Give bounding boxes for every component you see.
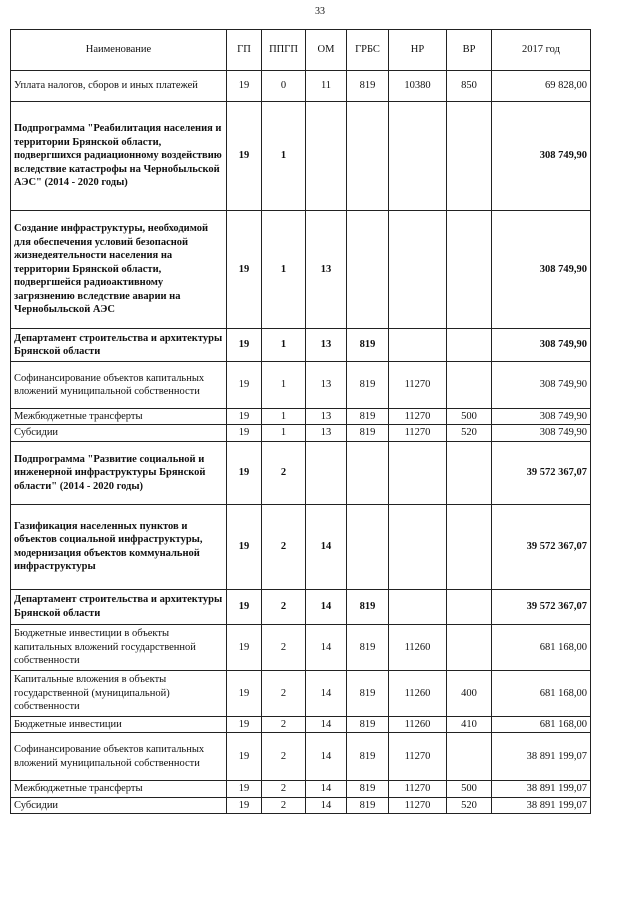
cell-grbs: 819 — [347, 425, 389, 441]
cell-nr: 11270 — [389, 425, 447, 441]
cell-ppgp: 2 — [262, 733, 306, 781]
cell-gp: 19 — [227, 211, 262, 329]
cell-om: 14 — [306, 589, 347, 624]
cell-nr: 11260 — [389, 670, 447, 716]
cell-ppgp: 2 — [262, 781, 306, 797]
cell-nr: 11270 — [389, 781, 447, 797]
cell-om: 14 — [306, 733, 347, 781]
cell-gp: 19 — [227, 409, 262, 425]
cell-grbs: 819 — [347, 781, 389, 797]
cell-ppgp: 2 — [262, 624, 306, 670]
table-row — [11, 781, 591, 797]
cell-amount: 308 749,90 — [492, 409, 591, 425]
table-row — [11, 441, 591, 504]
cell-name: Бюджетные инвестиции в объекты капитальных вложений государственной собственности — [11, 624, 227, 670]
cell-gp: 19 — [227, 781, 262, 797]
cell-name: Департамент строительства и архитектуры Брянской области — [11, 589, 227, 624]
cell-nr: 11270 — [389, 409, 447, 425]
cell-grbs: 819 — [347, 716, 389, 732]
cell-gp: 19 — [227, 670, 262, 716]
cell-grbs: 819 — [347, 329, 389, 362]
cell-om: 14 — [306, 670, 347, 716]
cell-name: Департамент строительства и архитектуры Брянской области — [11, 329, 227, 362]
cell-nr — [389, 441, 447, 504]
table-header-row — [11, 30, 591, 71]
cell-gp: 19 — [227, 504, 262, 589]
cell-vr — [447, 102, 492, 211]
cell-vr — [447, 211, 492, 329]
cell-grbs — [347, 102, 389, 211]
cell-ppgp: 1 — [262, 211, 306, 329]
table-body — [11, 71, 591, 814]
cell-nr: 11260 — [389, 624, 447, 670]
cell-vr: 520 — [447, 425, 492, 441]
cell-om: 14 — [306, 781, 347, 797]
cell-om — [306, 102, 347, 211]
table-row — [11, 102, 591, 211]
cell-nr — [389, 329, 447, 362]
cell-nr: 10380 — [389, 71, 447, 102]
cell-ppgp: 2 — [262, 670, 306, 716]
table-row — [11, 329, 591, 362]
cell-ppgp: 1 — [262, 102, 306, 211]
table-row — [11, 409, 591, 425]
cell-vr: 850 — [447, 71, 492, 102]
cell-amount: 681 168,00 — [492, 716, 591, 732]
cell-name: Межбюджетные трансферты — [11, 781, 227, 797]
cell-ppgp: 2 — [262, 504, 306, 589]
cell-amount: 681 168,00 — [492, 624, 591, 670]
cell-grbs: 819 — [347, 670, 389, 716]
cell-amount: 308 749,90 — [492, 102, 591, 211]
cell-om: 14 — [306, 624, 347, 670]
table-row — [11, 71, 591, 102]
cell-gp: 19 — [227, 425, 262, 441]
cell-ppgp: 2 — [262, 441, 306, 504]
cell-om: 13 — [306, 211, 347, 329]
page-number: 33 — [315, 6, 325, 17]
cell-gp: 19 — [227, 733, 262, 781]
header-gp: ГП — [227, 30, 262, 71]
budget-table — [10, 29, 591, 814]
cell-gp: 19 — [227, 797, 262, 813]
table-row — [11, 670, 591, 716]
cell-grbs: 819 — [347, 409, 389, 425]
table-row — [11, 624, 591, 670]
header-name: Наименование — [11, 30, 227, 71]
cell-grbs: 819 — [347, 362, 389, 409]
cell-grbs: 819 — [347, 733, 389, 781]
cell-grbs: 819 — [347, 624, 389, 670]
cell-amount: 39 572 367,07 — [492, 441, 591, 504]
cell-grbs: 819 — [347, 71, 389, 102]
cell-ppgp: 2 — [262, 716, 306, 732]
cell-name: Капитальные вложения в объекты государственной (муниципальной) собственности — [11, 670, 227, 716]
cell-gp: 19 — [227, 441, 262, 504]
cell-nr: 11270 — [389, 362, 447, 409]
cell-vr: 410 — [447, 716, 492, 732]
cell-amount: 308 749,90 — [492, 362, 591, 409]
cell-vr: 500 — [447, 781, 492, 797]
cell-nr: 11270 — [389, 733, 447, 781]
header-om: ОМ — [306, 30, 347, 71]
table-row — [11, 797, 591, 813]
cell-amount: 308 749,90 — [492, 425, 591, 441]
cell-om: 13 — [306, 409, 347, 425]
cell-ppgp: 0 — [262, 71, 306, 102]
cell-nr — [389, 211, 447, 329]
cell-ppgp: 2 — [262, 797, 306, 813]
cell-vr — [447, 589, 492, 624]
cell-grbs — [347, 504, 389, 589]
cell-grbs — [347, 211, 389, 329]
cell-gp: 19 — [227, 102, 262, 211]
cell-amount: 681 168,00 — [492, 670, 591, 716]
cell-gp: 19 — [227, 71, 262, 102]
cell-gp: 19 — [227, 329, 262, 362]
table-row — [11, 211, 591, 329]
header-ppgp: ППГП — [262, 30, 306, 71]
header-grbs: ГРБС — [347, 30, 389, 71]
table-row — [11, 362, 591, 409]
table-row — [11, 589, 591, 624]
cell-om — [306, 441, 347, 504]
cell-om: 13 — [306, 362, 347, 409]
cell-om: 14 — [306, 716, 347, 732]
cell-nr — [389, 504, 447, 589]
cell-name: Уплата налогов, сборов и иных платежей — [11, 71, 227, 102]
cell-name: Газификация населенных пунктов и объектов социальной инфраструктуры, модернизация объектов коммунальной инфраструктуры — [11, 504, 227, 589]
cell-vr — [447, 624, 492, 670]
cell-name: Субсидии — [11, 425, 227, 441]
cell-grbs — [347, 441, 389, 504]
cell-grbs: 819 — [347, 797, 389, 813]
cell-amount: 69 828,00 — [492, 71, 591, 102]
cell-amount: 38 891 199,07 — [492, 797, 591, 813]
cell-ppgp: 2 — [262, 589, 306, 624]
cell-ppgp: 1 — [262, 409, 306, 425]
cell-grbs: 819 — [347, 589, 389, 624]
cell-vr — [447, 441, 492, 504]
cell-vr: 500 — [447, 409, 492, 425]
cell-ppgp: 1 — [262, 425, 306, 441]
cell-name: Софинансирование объектов капитальных вложений муниципальной собственности — [11, 362, 227, 409]
cell-name: Субсидии — [11, 797, 227, 813]
cell-amount: 39 572 367,07 — [492, 589, 591, 624]
cell-vr — [447, 362, 492, 409]
cell-vr: 400 — [447, 670, 492, 716]
cell-nr — [389, 589, 447, 624]
cell-name: Подпрограмма "Развитие социальной и инженерной инфраструктуры Брянской области" (2014 - 2020 годы) — [11, 441, 227, 504]
cell-gp: 19 — [227, 589, 262, 624]
table-row — [11, 425, 591, 441]
cell-amount: 39 572 367,07 — [492, 504, 591, 589]
cell-name: Подпрограмма "Реабилитация населения и территории Брянской области, подвергшихся радиационному воздействию вследствие катастрофы на Чернобыльской АЭС" (2014 - 2020 годы) — [11, 102, 227, 211]
cell-nr: 11270 — [389, 797, 447, 813]
cell-vr — [447, 329, 492, 362]
cell-amount: 308 749,90 — [492, 329, 591, 362]
cell-gp: 19 — [227, 716, 262, 732]
cell-name: Создание инфраструктуры, необходимой для обеспечения условий безопасной жизнедеятельности населения на территории Брянской области, подвергшейся радиоактивному загрязнению вследствие аварии на Чернобыльской АЭС — [11, 211, 227, 329]
cell-om: 14 — [306, 504, 347, 589]
table-row — [11, 504, 591, 589]
cell-ppgp: 1 — [262, 329, 306, 362]
cell-amount: 38 891 199,07 — [492, 781, 591, 797]
cell-om: 11 — [306, 71, 347, 102]
cell-om: 13 — [306, 425, 347, 441]
cell-amount: 38 891 199,07 — [492, 733, 591, 781]
cell-name: Бюджетные инвестиции — [11, 716, 227, 732]
cell-nr — [389, 102, 447, 211]
header-year: 2017 год — [492, 30, 591, 71]
cell-name: Софинансирование объектов капитальных вложений муниципальной собственности — [11, 733, 227, 781]
cell-vr: 520 — [447, 797, 492, 813]
cell-om: 13 — [306, 329, 347, 362]
table-row — [11, 733, 591, 781]
cell-vr — [447, 733, 492, 781]
header-nr: НР — [389, 30, 447, 71]
cell-gp: 19 — [227, 624, 262, 670]
cell-ppgp: 1 — [262, 362, 306, 409]
cell-amount: 308 749,90 — [492, 211, 591, 329]
cell-name: Межбюджетные трансферты — [11, 409, 227, 425]
cell-om: 14 — [306, 797, 347, 813]
cell-vr — [447, 504, 492, 589]
cell-nr: 11260 — [389, 716, 447, 732]
table-row — [11, 716, 591, 732]
cell-gp: 19 — [227, 362, 262, 409]
header-vr: ВР — [447, 30, 492, 71]
